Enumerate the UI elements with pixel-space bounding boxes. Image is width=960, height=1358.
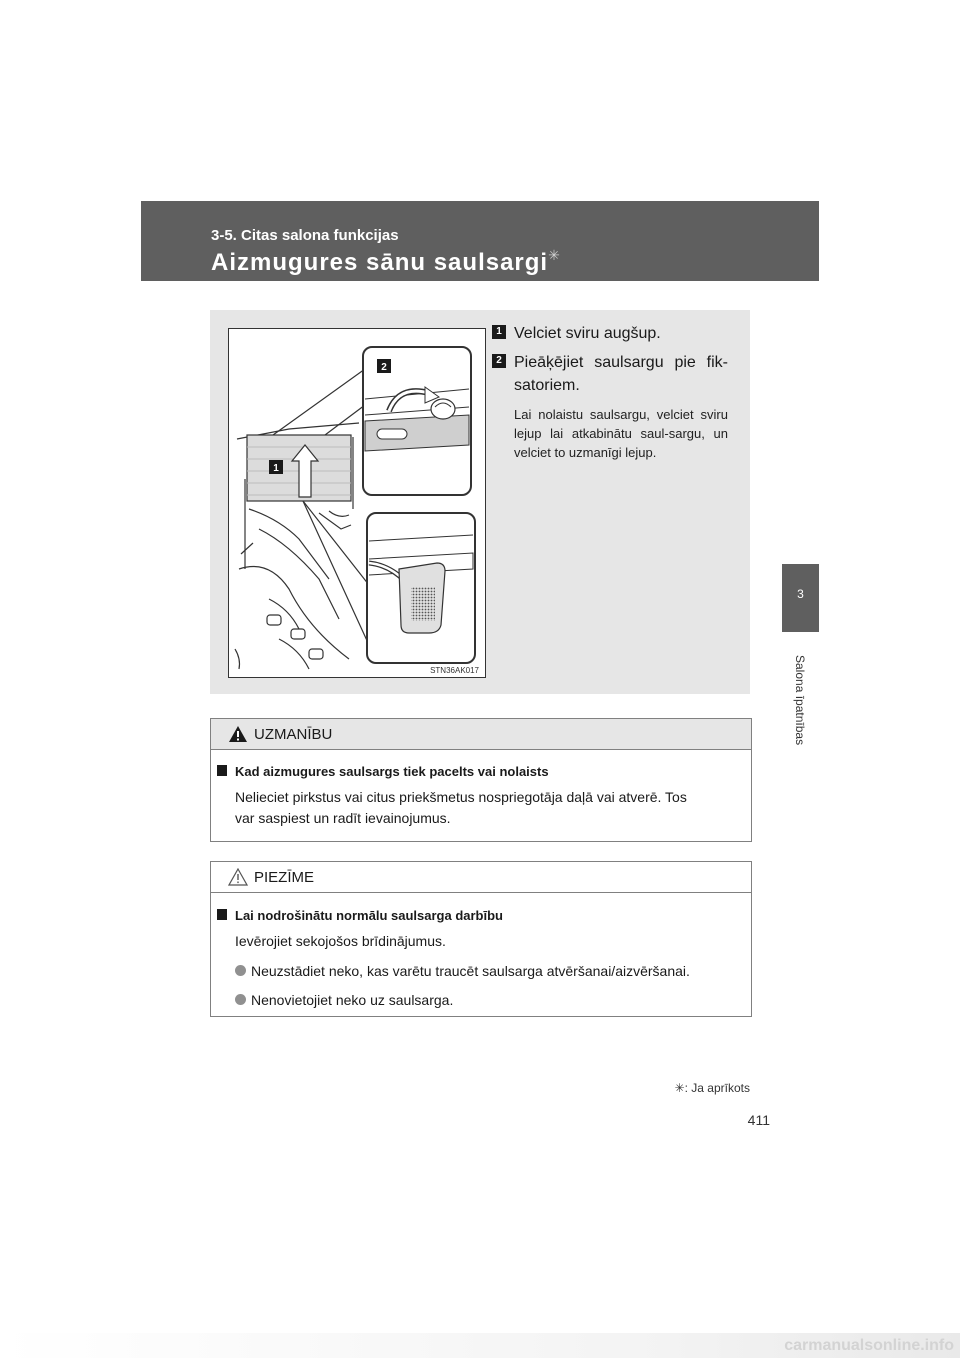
title-text: Aizmugures sānu saulsargi: [211, 249, 549, 276]
section-header: [141, 201, 819, 281]
caution-heading: [217, 764, 751, 779]
notice-body: [211, 893, 751, 1010]
notice-heading: [217, 908, 751, 923]
steps-list: [492, 322, 728, 462]
caution-header: [211, 719, 751, 750]
callout-1-label: 1: [273, 463, 279, 474]
step-number-badge: 2: [492, 354, 506, 368]
page-number: 411: [747, 1112, 770, 1128]
section-label: 3-5. Citas salona funkcijas: [211, 227, 399, 244]
notice-heading-text: Lai nodrošinātu normālu saulsarga darbību: [235, 908, 503, 923]
chapter-tab-number: 3: [782, 564, 819, 632]
callout-2-label: 2: [381, 362, 387, 373]
notice-box: [210, 861, 752, 1017]
round-bullet-icon: [235, 994, 246, 1005]
notice-label: PIEZĪME: [254, 869, 315, 886]
square-bullet-icon: [217, 909, 227, 920]
instruction-panel: [210, 310, 750, 694]
warning-triangle-icon: [228, 725, 248, 743]
caution-label: UZMANĪBU: [254, 726, 333, 743]
step-note: Lai nolaistu saulsargu, velciet sviru lejup lai atkabinātu saul-sargu, un velciet to uzmanīgi lejup.: [514, 407, 728, 460]
caution-heading-text: Kad aizmugures saulsargs tiek pacelts vai nolaists: [235, 764, 549, 779]
figure-code: STN36AK017: [430, 666, 479, 675]
step-item: [492, 351, 728, 397]
caution-text: Nelieciet pirkstus vai citus priekšmetus nospriegotāja daļā vai atverē. Tos var saspiest un radīt ievainojumus.: [235, 789, 687, 826]
page-title: [211, 249, 561, 277]
notice-triangle-icon: [228, 868, 248, 886]
bullet-text: Nenovietojiet neko uz saulsarga.: [251, 992, 454, 1008]
step-number-badge: 1: [492, 325, 506, 339]
footnote-text: : Ja aprīkots: [684, 1081, 750, 1095]
sunshade-drawing: [229, 329, 485, 677]
watermark: carmanualsonline.info: [0, 1333, 960, 1358]
list-item: [211, 961, 751, 981]
notice-text: Ievērojiet sekojošos brīdinājumus.: [235, 933, 446, 949]
chapter-tab-label-text: Salona īpatnības: [793, 654, 807, 746]
round-bullet-icon: [235, 965, 246, 976]
sunshade-illustration: [228, 328, 486, 678]
step-text: Velciet sviru augšup.: [514, 325, 661, 342]
optional-equipment-mark: ✳: [674, 1081, 685, 1095]
step-text: Pieāķējiet saulsargu pie fik-satoriem.: [514, 354, 728, 394]
square-bullet-icon: [217, 765, 227, 776]
caution-body: [211, 750, 751, 829]
chapter-tab-label: [777, 640, 823, 760]
footnote: [636, 1081, 750, 1095]
bullet-text: Neuzstādiet neko, kas varētu traucēt saulsarga atvēršanai/aizvēršanai.: [251, 963, 690, 979]
caution-box: [210, 718, 752, 842]
optional-equipment-mark: ✳: [548, 247, 561, 263]
step-item: [492, 322, 728, 345]
notice-header: [211, 862, 751, 893]
list-item: [211, 990, 751, 1010]
